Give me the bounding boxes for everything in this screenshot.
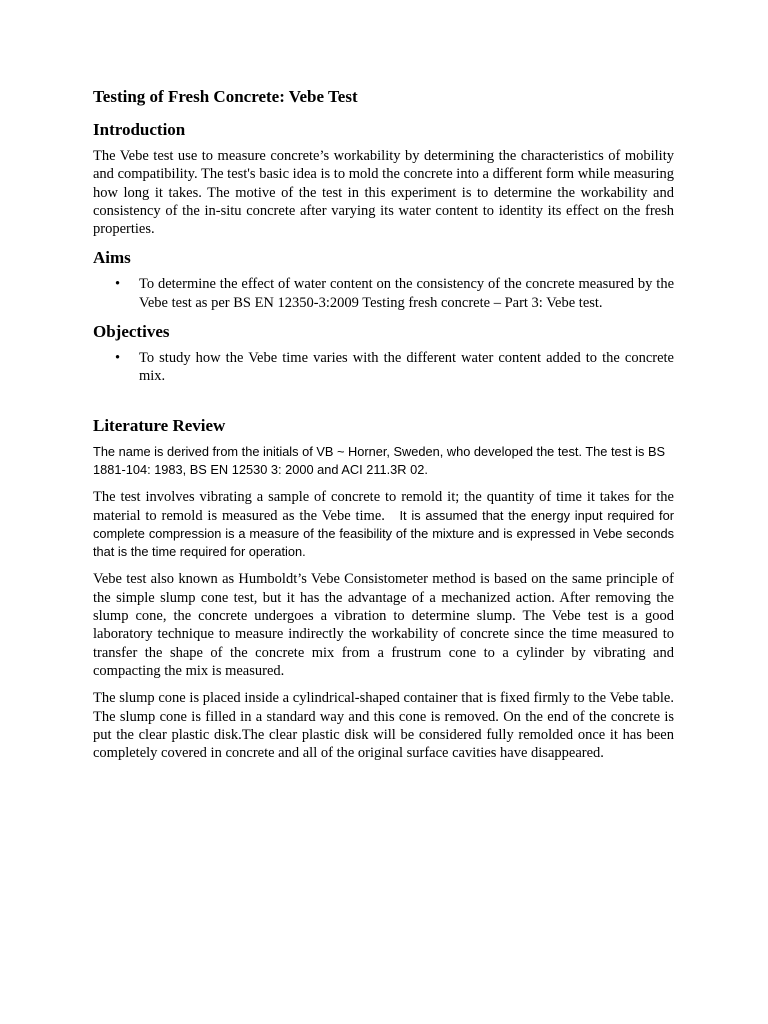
introduction-heading: Introduction — [93, 120, 186, 139]
list-item — [93, 275, 674, 312]
document-page — [93, 86, 674, 771]
aim-item-text: To determine the effect of water content on the consistency of the concrete measured by the Vebe test as per BS EN 12350-3:2009 Testing fresh concrete – Part 3: Vebe test. — [139, 276, 674, 311]
aims-list — [93, 275, 674, 312]
aims-heading: Aims — [93, 248, 131, 268]
literature-review-heading: Literature Review — [93, 415, 226, 435]
literature-paragraph-3: Vebe test also known as Humboldt’s Vebe Consistometer method is based on the same principle of the simple slump cone test, but it has the advantage of a mechanized action. After removing the slump cone, the concrete undergoes a vibration to determine slump. The Vebe test is a good laboratory technique to measure indirectly the workability of concrete since the time measured to transfer the shape of the concrete mix from a frustrum cone to a cylinder by vibrating and compacting the mix is measured. — [93, 571, 674, 679]
objectives-heading: Objectives — [93, 322, 170, 342]
objective-item-text: To study how the Vebe time varies with the different water content added to the concrete mix. — [139, 350, 674, 385]
objectives-list — [93, 349, 674, 386]
bullet-icon: • — [115, 350, 121, 367]
literature-paragraph-2-serif: The test involves vibrating a sample of concrete to remold it; the quantity of time it takes for the material to remold is measured as the Vebe time. — [93, 489, 674, 524]
section-spacer — [93, 395, 674, 415]
literature-paragraph-4: The slump cone is placed inside a cylindrical-shaped container that is fixed firmly to the Vebe table. The slump cone is filled in a standard way and this cone is removed. On the end of the concrete is put the clear plastic disk.The clear plastic disk will be considered fully remolded once it has been completely covered in concrete and all of the original surface cavities have disappeared. — [93, 690, 674, 762]
literature-paragraph-2 — [93, 488, 674, 561]
list-item — [93, 349, 674, 386]
bullet-icon: • — [115, 276, 121, 293]
literature-paragraph-2-sans: It is assumed that the energy input required for complete compression is a measure of the feasibility of the mixture and is expressed in Vebe seconds that is the time required for operation. — [93, 507, 674, 560]
introduction-paragraph: The Vebe test use to measure concrete’s workability by determining the characteristics of mobility and compatibility. The test's basic idea is to mold the concrete into a different form while measuring how long it takes. The motive of the test in this experiment is to determine the workability and consistency of the in-situ concrete after varying its water content to identity its effect on the fresh properties. — [93, 148, 674, 238]
literature-paragraph-1: The name is derived from the initials of VB ~ Horner, Sweden, who developed the test. The test is BS 1881-104: 1983, BS EN 12530 3: 2000 and ACI 211.3R 02. — [93, 443, 666, 477]
document-title: Testing of Fresh Concrete: Vebe Test — [93, 87, 358, 106]
